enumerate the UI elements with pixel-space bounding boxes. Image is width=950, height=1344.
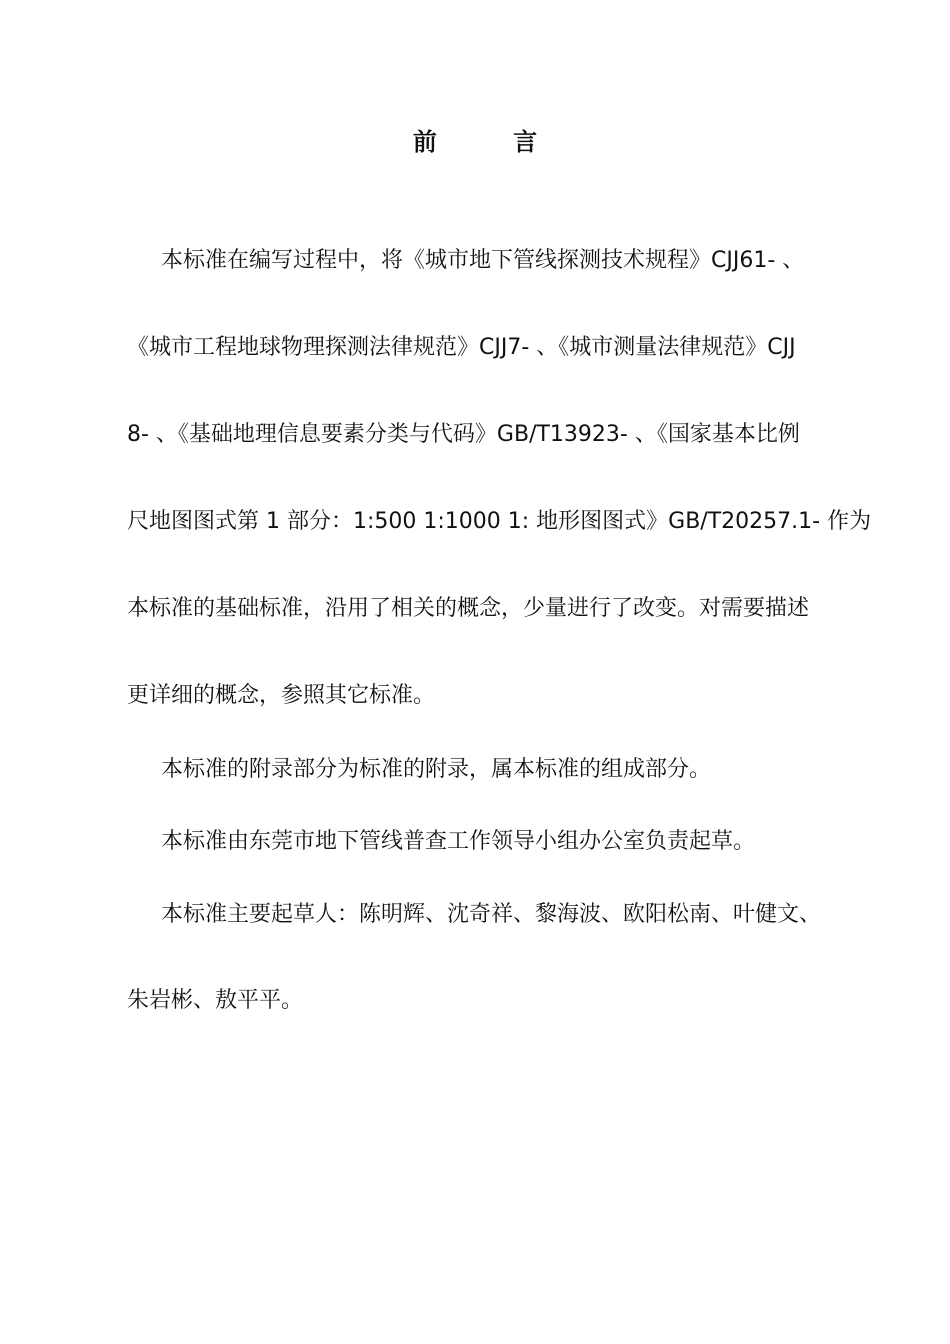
- paragraph-line: 本标准主要起草人：陈明辉、沈奇祥、黎海波、欧阳松南、叶健文、: [161, 902, 822, 927]
- paragraph-line: 朱岩彬、敖平平。: [127, 988, 304, 1013]
- paragraph-line: 8- 、《基础地理信息要素分类与代码》GB/T13923- 、《国家基本比例: [127, 422, 800, 447]
- paragraph-line: 本标准在编写过程中，将《城市地下管线探测技术规程》CJJ61- 、: [161, 248, 805, 273]
- paragraph-line: 《城市工程地球物理探测法律规范》CJJ7- 、《城市测量法律规范》CJJ: [127, 335, 796, 360]
- paragraph-line: 更详细的概念，参照其它标准。: [127, 683, 436, 708]
- paragraph-line: 尺地图图式第 1 部分：1:500 1:1000 1: 地形图图式》GB/T20257.1- 作为: [127, 509, 872, 534]
- page-title: 前 言: [412, 128, 572, 156]
- paragraph-line: 本标准的附录部分为标准的附录，属本标准的组成部分。: [161, 757, 712, 782]
- paragraph-line: 本标准的基础标准，沿用了相关的概念，少量进行了改变。对需要描述: [127, 596, 810, 621]
- paragraph-line: 本标准由东莞市地下管线普查工作领导小组办公室负责起草。: [161, 829, 756, 854]
